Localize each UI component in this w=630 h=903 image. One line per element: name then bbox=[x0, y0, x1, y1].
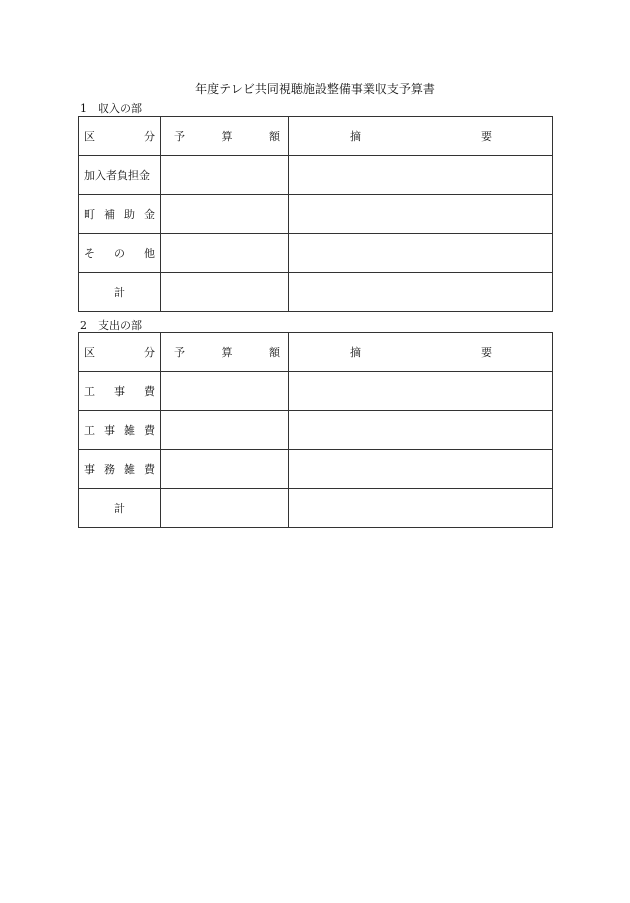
header-char: 区 bbox=[84, 130, 95, 143]
income-header-row bbox=[79, 117, 553, 156]
expense-section-heading bbox=[80, 317, 142, 333]
income-header-category bbox=[79, 117, 161, 156]
row-label-char: 費 bbox=[144, 385, 155, 398]
income-row-label bbox=[79, 195, 161, 234]
income-total-row bbox=[79, 273, 553, 312]
income-budget-cell[interactable] bbox=[161, 156, 289, 195]
header-char: 摘 bbox=[350, 130, 361, 143]
expense-budget-cell[interactable] bbox=[161, 411, 289, 450]
header-char: 摘 bbox=[350, 346, 361, 359]
expense-table bbox=[78, 332, 553, 528]
expense-row-label bbox=[79, 450, 161, 489]
row-label-char: 雑 bbox=[124, 424, 135, 437]
table-row bbox=[79, 195, 553, 234]
income-budget-cell[interactable] bbox=[161, 234, 289, 273]
expense-total-budget-cell[interactable] bbox=[161, 489, 289, 528]
income-budget-cell[interactable] bbox=[161, 195, 289, 234]
expense-row-label bbox=[79, 372, 161, 411]
row-label-char: 費 bbox=[144, 424, 155, 437]
header-char: 予 bbox=[174, 346, 185, 359]
income-remarks-cell[interactable] bbox=[289, 156, 553, 195]
header-char: 算 bbox=[221, 130, 233, 143]
row-label-char: 他 bbox=[144, 247, 155, 260]
expense-header-category bbox=[79, 333, 161, 372]
header-char: 区 bbox=[84, 346, 95, 359]
row-label-char: 雑 bbox=[124, 463, 135, 476]
header-char: 要 bbox=[481, 130, 492, 143]
header-char: 分 bbox=[144, 346, 155, 359]
row-label-char: 事 bbox=[114, 385, 125, 398]
row-label-char: の bbox=[114, 247, 125, 260]
row-label-char: 助 bbox=[124, 208, 135, 221]
expense-remarks-cell[interactable] bbox=[289, 450, 553, 489]
income-remarks-cell[interactable] bbox=[289, 195, 553, 234]
expense-remarks-cell[interactable] bbox=[289, 372, 553, 411]
row-label-char: 金 bbox=[144, 208, 155, 221]
row-label-char: 工 bbox=[84, 385, 95, 398]
income-section-heading bbox=[80, 100, 142, 116]
expense-header-budget bbox=[161, 333, 289, 372]
row-label-char: 費 bbox=[144, 463, 155, 476]
row-label-char: 町 bbox=[84, 208, 95, 221]
expense-header-remarks bbox=[289, 333, 553, 372]
expense-total-remarks-cell[interactable] bbox=[289, 489, 553, 528]
row-label-char: 務 bbox=[104, 463, 115, 476]
row-label-char: 工 bbox=[84, 424, 95, 437]
expense-remarks-cell[interactable] bbox=[289, 411, 553, 450]
expense-section-number: 2 bbox=[80, 319, 87, 332]
table-row bbox=[79, 411, 553, 450]
table-row bbox=[79, 372, 553, 411]
income-total-label: 計 bbox=[79, 273, 161, 312]
row-label-char: 事 bbox=[84, 463, 95, 476]
expense-section-title: 支出の部 bbox=[98, 319, 142, 332]
income-remarks-cell[interactable] bbox=[289, 234, 553, 273]
header-char: 額 bbox=[269, 346, 280, 359]
header-char: 予 bbox=[174, 130, 185, 143]
expense-header-row bbox=[79, 333, 553, 372]
header-char: 額 bbox=[269, 130, 280, 143]
table-row bbox=[79, 234, 553, 273]
income-table bbox=[78, 116, 553, 312]
expense-row-label bbox=[79, 411, 161, 450]
expense-total-row bbox=[79, 489, 553, 528]
income-row-label bbox=[79, 234, 161, 273]
row-label-char: 事 bbox=[104, 424, 115, 437]
income-row-label bbox=[79, 156, 161, 195]
table-row bbox=[79, 450, 553, 489]
document-title: 年度テレビ共同視聴施設整備事業収支予算書 bbox=[195, 82, 435, 96]
income-total-remarks-cell[interactable] bbox=[289, 273, 553, 312]
expense-budget-cell[interactable] bbox=[161, 450, 289, 489]
income-total-budget-cell[interactable] bbox=[161, 273, 289, 312]
expense-total-label: 計 bbox=[79, 489, 161, 528]
income-section-number: 1 bbox=[80, 102, 87, 115]
row-label-text: 加入者負担金 bbox=[84, 169, 150, 182]
table-row bbox=[79, 156, 553, 195]
header-char: 要 bbox=[481, 346, 492, 359]
row-label-char: 補 bbox=[104, 208, 115, 221]
header-char: 分 bbox=[144, 130, 155, 143]
expense-budget-cell[interactable] bbox=[161, 372, 289, 411]
income-section-title: 収入の部 bbox=[98, 102, 142, 115]
header-char: 算 bbox=[221, 346, 233, 359]
income-header-remarks bbox=[289, 117, 553, 156]
income-header-budget bbox=[161, 117, 289, 156]
row-label-char: そ bbox=[84, 247, 95, 260]
